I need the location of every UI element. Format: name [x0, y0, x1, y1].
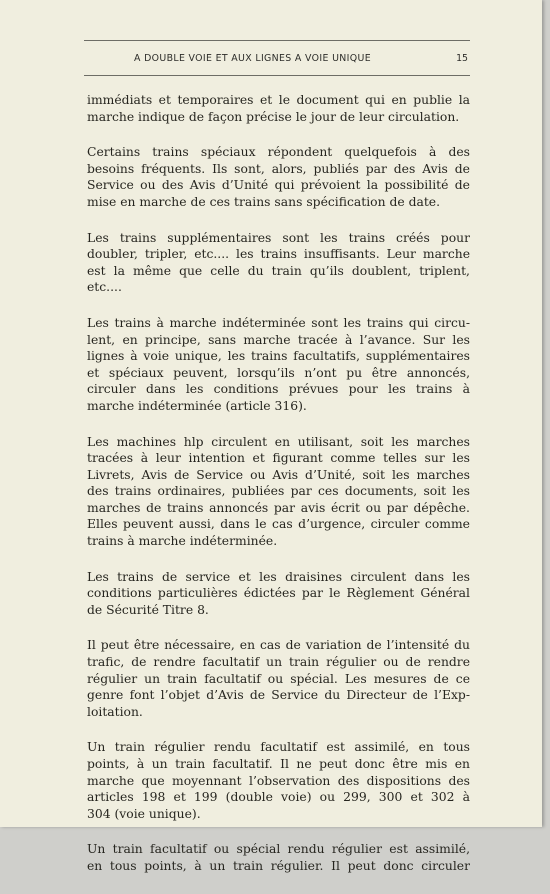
text-line: Un train facultatif ou spécial rendu régulier est assimilé,: [87, 842, 470, 857]
paragraph: [87, 144, 470, 210]
text-line: Livrets, Avis de Service ou Avis d’Unité, soit les marches: [87, 467, 470, 482]
text-line: besoins fréquents. Ils sont, alors, publiés par des Avis de: [87, 161, 470, 176]
text-line: Service ou des Avis d’Unité qui prévoient la possibilité de: [87, 178, 470, 193]
text-line: Les trains de service et les draisines circulent dans les: [87, 569, 470, 584]
text-line: Il peut être nécessaire, en cas de variation de l’intensité du: [87, 638, 470, 653]
text-line: Elles peuvent aussi, dans le cas d’urgence, circuler comme: [87, 517, 470, 532]
text-line: loitation.: [87, 704, 143, 719]
text-line: trafic, de rendre facultatif un train régulier ou de rendre: [87, 655, 470, 670]
text-line: points, à un train facultatif. Il ne peut donc être mis en: [87, 757, 470, 771]
text-line: Certains trains spéciaux répondent quelquefois à des: [87, 145, 470, 160]
page-number: 15: [456, 53, 468, 64]
text-line: genre font l’objet d’Avis de Service du Directeur de l’Exp-: [87, 688, 470, 703]
paragraph: [87, 230, 470, 296]
text-line: doubler, tripler, etc.... les trains insuffisants. Leur marche: [87, 247, 470, 262]
text-line: lent, en principe, sans marche tracée à l’avance. Sur les: [87, 332, 470, 347]
running-header: [84, 40, 470, 76]
paragraph: [87, 92, 470, 125]
text-line: des trains ordinaires, publiées par ces documents, soit les: [87, 484, 470, 499]
text-line: conditions particulières édictées par le Règlement Général: [87, 586, 470, 601]
text-line: et spéciaux peuvent, lorsqu’ils n’ont pu être annoncés,: [87, 365, 470, 380]
text-line: en tous points, à un train régulier. Il peut donc circuler: [87, 858, 470, 873]
header-title: A DOUBLE VOIE ET AUX LIGNES A VOIE UNIQUE: [134, 53, 371, 64]
paragraph: [87, 637, 470, 720]
paragraph: [87, 315, 470, 415]
text-line: mise en marche de ces trains sans spécification de date.: [87, 194, 441, 209]
paragraph: [87, 739, 470, 822]
text-line: 304 (voie unique).: [87, 806, 201, 821]
paragraph: [87, 434, 470, 550]
text-line: est la même que celle du train qu’ils doublent, triplent,: [87, 263, 470, 278]
text-line: régulier un train facultatif ou spécial. Les mesures de ce: [87, 671, 470, 686]
text-line: Les trains supplémentaires sont les trains créés pour: [87, 230, 470, 245]
text-line: marches de trains annoncés par avis écrit ou par dépêche.: [87, 500, 470, 515]
text-line: etc....: [87, 280, 122, 295]
text-line: marche indéterminée (article 316).: [87, 398, 307, 413]
paragraph: [87, 569, 470, 619]
body-text: [87, 92, 470, 894]
text-line: tracées à leur intention et figurant comme telles sur les: [87, 451, 470, 466]
text-line: marche que moyennant l’observation des dispositions des: [87, 773, 470, 788]
text-line: Un train régulier rendu facultatif est assimilé, en tous: [87, 740, 470, 755]
text-line: immédiats et temporaires et le document qui en publie la: [87, 93, 470, 107]
text-line: de Sécurité Titre 8.: [87, 602, 209, 617]
text-line: Les trains à marche indéterminée sont les trains qui circu-: [87, 315, 470, 330]
text-line: circuler dans les conditions prévues pour les trains à: [87, 382, 470, 397]
text-line: lignes à voie unique, les trains facultatifs, supplémentaires: [87, 349, 470, 364]
text-line: articles 198 et 199 (double voie) ou 299, 300 et 302 à: [87, 790, 470, 805]
text-line: Les machines hlp circulent en utilisant, soit les marches: [87, 434, 470, 449]
text-line: marche indique de façon précise le jour de leur circulation.: [87, 109, 460, 124]
text-line: trains à marche indéterminée.: [87, 534, 278, 549]
paragraph: [87, 841, 470, 874]
